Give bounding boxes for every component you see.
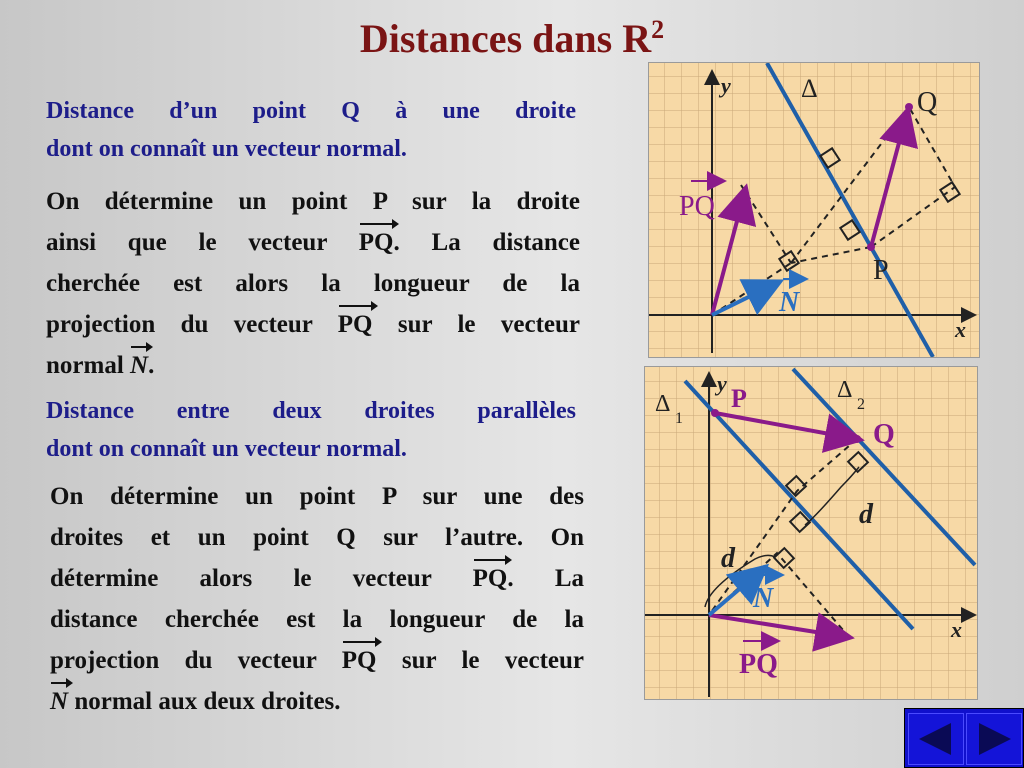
point-p [867, 243, 875, 251]
figure-point-line-distance [648, 62, 980, 358]
svg-text:y: y [717, 371, 727, 396]
svg-text:Q: Q [917, 87, 938, 118]
figure-parallel-lines-distance [644, 366, 978, 700]
slide-navigation [904, 708, 1024, 768]
section1-heading: Distance d’un point Q à une droite dont on connaît un vecteur normal. [46, 98, 576, 162]
triangle-left-icon [919, 723, 951, 755]
svg-text:Q: Q [873, 419, 895, 450]
svg-text:d: d [859, 499, 873, 530]
svg-text:2: 2 [857, 396, 865, 413]
page-title: Distances dans $R^2$ [359, 15, 665, 61]
svg-text:P: P [873, 255, 889, 286]
triangle-right-icon [979, 723, 1011, 755]
next-slide-button[interactable] [966, 713, 1022, 765]
point-q [905, 103, 913, 111]
svg-text:y: y [721, 73, 731, 98]
svg-text:N: N [779, 287, 800, 318]
point-q [853, 435, 861, 443]
previous-slide-button[interactable] [908, 713, 964, 765]
section2-heading: Distance entre deux droites parallèles dont on connaît un vecteur normal. [46, 398, 576, 462]
svg-text:x: x [951, 617, 962, 642]
svg-text:PQ: PQ [679, 191, 715, 222]
svg-text:d: d [721, 543, 735, 574]
svg-text:1: 1 [675, 410, 683, 427]
section1-body: On détermine un point P sur la droite ainsi que le vecteur PQ. La distance cherchée est alors la longueur de la projection du vecteur PQ sur le vecteur normal N. [46, 181, 580, 386]
svg-text:Δ: Δ [837, 377, 853, 403]
svg-text:Δ: Δ [801, 74, 818, 103]
svg-text:N: N [753, 583, 774, 614]
svg-text:x: x [955, 317, 966, 342]
point-p [711, 409, 719, 417]
svg-text:P: P [731, 384, 747, 413]
svg-text:PQ: PQ [739, 649, 778, 680]
svg-text:Δ: Δ [655, 391, 671, 417]
section2-body: On détermine un point P sur une des droites et un point Q sur l’autre. On détermine alors le vecteur PQ. La distance cherchée est la longueur de la projection du vecteur PQ sur le vecteur N normal aux deux droites. [50, 476, 584, 722]
